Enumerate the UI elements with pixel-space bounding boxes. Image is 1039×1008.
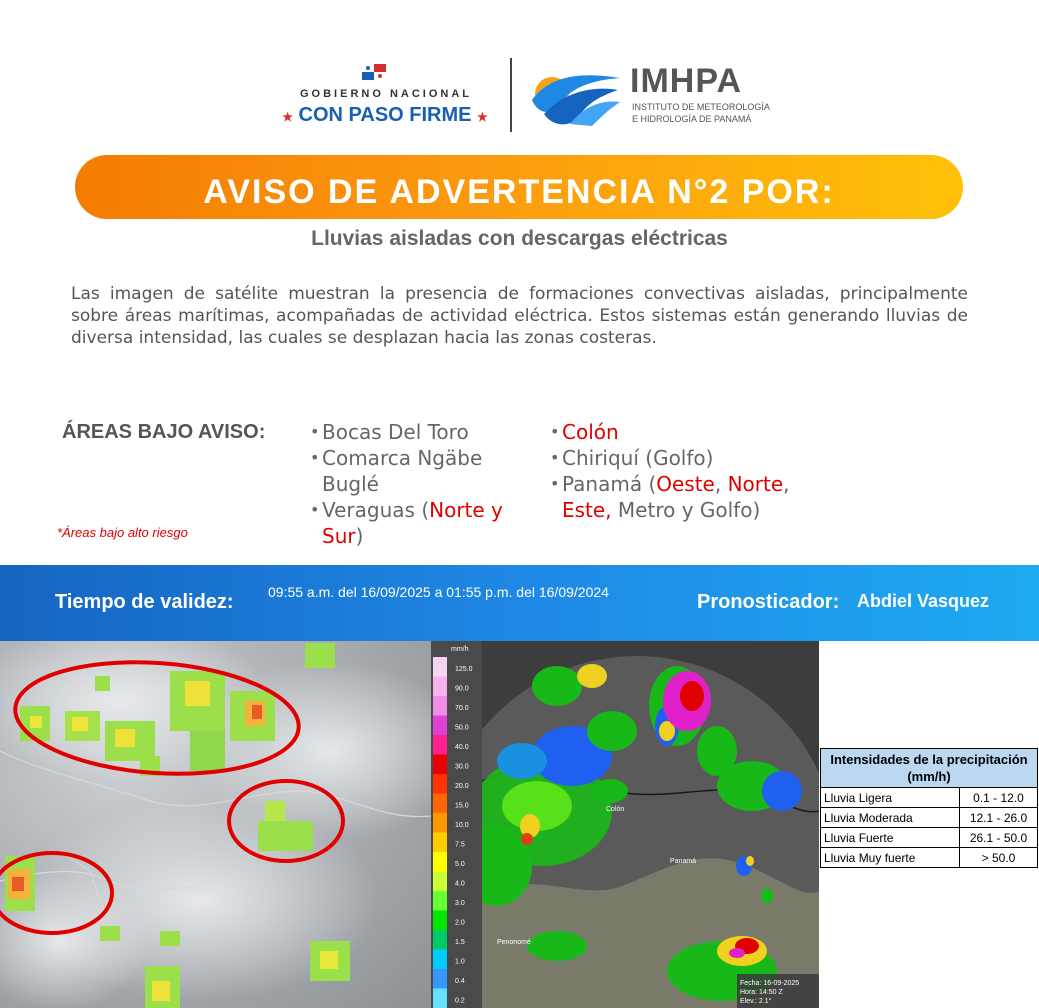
gov-slogan-text: CON PASO FIRME [298, 104, 472, 126]
imhpa-wave-logo-icon [530, 64, 622, 128]
logo-divider [510, 58, 512, 132]
radar-map [482, 641, 819, 1008]
scale-label: 90.0 [455, 685, 469, 693]
radar-label-panama: Panamá [670, 858, 697, 865]
areas-list-left [310, 419, 530, 549]
scale-swatch [433, 774, 447, 794]
validity-value: 09:55 a.m. del 16/09/2025 a 01:55 p.m. del 16/09/2024 [268, 584, 609, 600]
scale-swatch [433, 891, 447, 911]
scale-label: 15.0 [455, 802, 469, 810]
area-veraguas-end: ) [355, 524, 364, 548]
validity-bar [0, 565, 1039, 641]
star-icon: ★ [477, 110, 488, 124]
area-item [310, 497, 530, 549]
table-row [821, 788, 1038, 808]
radar-scale [431, 641, 482, 1008]
intensity-range: 0.1 - 12.0 [960, 788, 1038, 808]
table-row [821, 828, 1038, 848]
scale-label: 7.5 [455, 841, 465, 849]
radar-label-colon: Colón [606, 806, 625, 813]
area-panama-norte: Norte [727, 472, 784, 496]
scale-swatch [433, 911, 447, 931]
scale-swatch [433, 755, 447, 775]
alert-title-banner: AVISO DE ADVERTENCIA N°2 POR: [75, 155, 963, 219]
forecaster-label: Pronosticador: [697, 591, 840, 613]
forecaster-name: Abdiel Vasquez [857, 591, 990, 611]
satellite-map [0, 641, 431, 1008]
intensity-label: Lluvia Ligera [821, 788, 960, 808]
scale-swatch [433, 833, 447, 853]
radar-label-penonome: Penonomé [497, 939, 531, 946]
intensity-label: Lluvia Fuerte [821, 828, 960, 848]
scale-swatch [433, 969, 447, 989]
intensity-label: Lluvia Muy fuerte [821, 848, 960, 868]
radar-date: Fecha: 16-09-2025 [740, 980, 800, 987]
area-panama: Panamá ( [562, 472, 657, 496]
areas-title: ÁREAS BAJO AVISO: [62, 421, 266, 443]
intensity-range: > 50.0 [960, 848, 1038, 868]
star-icon: ★ [282, 110, 293, 124]
imhpa-subtitle-2: E HIDROLOGÍA DE PANAMÁ [632, 114, 752, 124]
area-bocas: Bocas Del Toro [322, 420, 469, 444]
intensity-label: Lluvia Moderada [821, 808, 960, 828]
scale-swatch [433, 794, 447, 814]
validity-label: Tiempo de validez: [55, 591, 234, 613]
area-panama-este: Este, [562, 498, 612, 522]
intensity-range: 26.1 - 50.0 [960, 828, 1038, 848]
satellite-image [0, 641, 431, 1008]
scale-label: 3.0 [455, 900, 465, 907]
intensity-table [820, 748, 1038, 868]
area-chiriqui: Chiriquí (Golfo) [562, 446, 714, 470]
table-row [821, 848, 1038, 868]
imhpa-name: IMHPA [630, 62, 743, 100]
radar-time: Hora: 14:50 Z [740, 989, 783, 996]
scale-label: 1.0 [455, 958, 465, 966]
area-veraguas: Veraguas ( [322, 498, 430, 522]
scale-label: 20.0 [455, 783, 469, 790]
intensity-table-title: Intensidades de la precipitación (mm/h) [821, 749, 1038, 788]
alert-description: Las imagen de satélite muestran la presencia de formaciones convectivas aisladas, principalmente sobre áreas marítimas, acompañadas de actividad eléctrica. Estos sistemas están generando lluvias de diversa intensidad, las cuales se desplazan hacia las zonas costeras. [71, 284, 968, 348]
scale-label: 125.0 [455, 666, 473, 673]
scale-label: 2.0 [455, 919, 465, 927]
scale-swatch [433, 657, 447, 677]
scale-label: 40.0 [455, 744, 469, 751]
radar-image [482, 641, 819, 1008]
intensity-range: 12.1 - 26.0 [960, 808, 1038, 828]
imhpa-subtitle-1: INSTITUTO DE METEOROLOGÍA [632, 102, 770, 112]
gov-slogan [272, 104, 498, 127]
scale-label: 10.0 [455, 822, 469, 829]
area-item [310, 419, 530, 445]
scale-label: 0.4 [455, 978, 465, 985]
radar-elevation: Elev.: 2.1° [740, 998, 772, 1005]
area-comarca: Comarca Ngäbe Buglé [322, 446, 483, 496]
scale-swatch [433, 716, 447, 736]
scale-unit: mm/h [451, 646, 469, 653]
area-veraguas-risk: Norte y Sur [322, 498, 503, 548]
scale-swatch [433, 677, 447, 697]
area-item [550, 419, 790, 445]
area-item [550, 445, 790, 471]
area-item [310, 445, 530, 497]
scale-label: 30.0 [455, 763, 469, 771]
scale-swatch [433, 735, 447, 755]
area-item [550, 471, 790, 523]
panama-flag-icon [362, 64, 386, 80]
scale-label: 70.0 [455, 705, 469, 712]
scale-swatch [433, 930, 447, 950]
alert-subtitle: Lluvias aisladas con descargas eléctricas [311, 227, 728, 250]
scale-label: 1.5 [455, 939, 465, 946]
scale-swatch [433, 872, 447, 892]
radar-scale-svg [431, 641, 482, 1008]
high-risk-note: *Áreas bajo alto riesgo [57, 525, 188, 540]
scale-label: 50.0 [455, 724, 469, 732]
area-colon: Colón [562, 420, 619, 444]
gov-line1: GOBIERNO NACIONAL [300, 88, 472, 100]
areas-list-right [550, 419, 790, 523]
scale-swatch [433, 852, 447, 872]
separator: , [714, 472, 728, 496]
scale-label: 0.2 [455, 997, 465, 1005]
scale-swatch [433, 950, 447, 970]
area-panama-end: Metro y Golfo) [611, 498, 761, 522]
table-row [821, 808, 1038, 828]
scale-swatch [433, 813, 447, 833]
scale-label: 5.0 [455, 861, 465, 868]
scale-swatch [433, 696, 447, 716]
separator: , [783, 472, 790, 496]
area-panama-oeste: Oeste [656, 472, 715, 496]
scale-swatch [433, 989, 447, 1008]
scale-label: 4.0 [455, 880, 465, 888]
